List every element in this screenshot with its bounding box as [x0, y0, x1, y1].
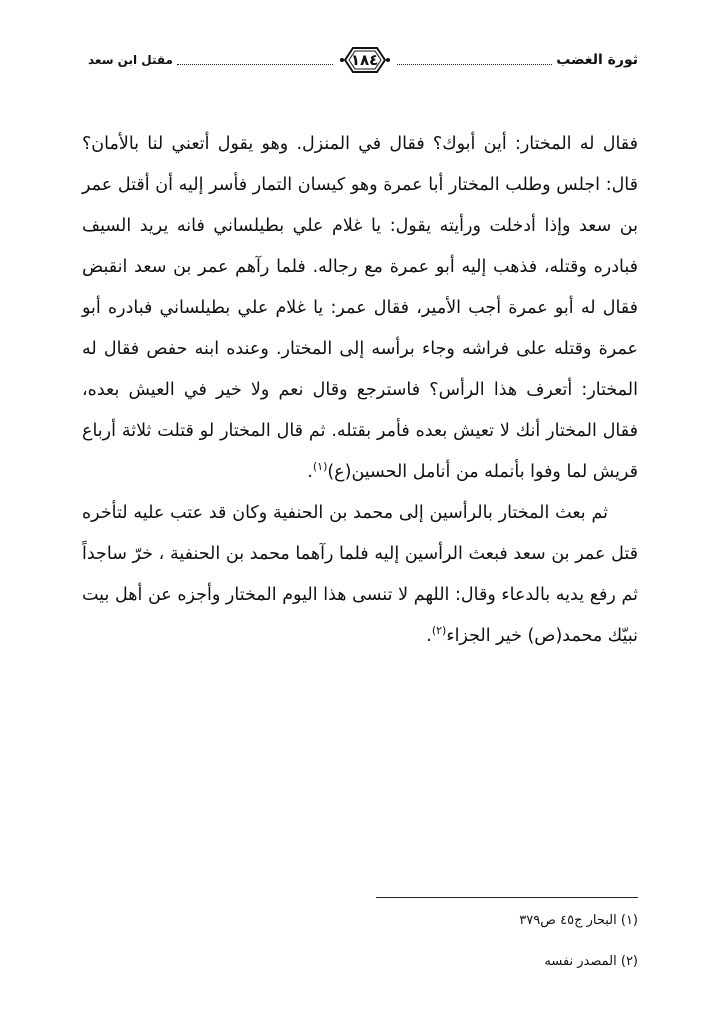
- page-number: ١٨٤: [350, 51, 379, 69]
- header-dotted-leader-left: [177, 64, 333, 65]
- paragraph: [82, 493, 638, 657]
- paragraph-text: فقال له المختار: أين أبوك؟ فقال في المنزل. وهو يقول أتعني لنا بالأمان؟ قال: اجلس وطلب المختار أبا عمرة وهو كيسان التمار فأسر إليه أن أقتل عمر بن سعد وإذا أدخلت ورأيته يقول: يا غلام علي بطيلساني فانه يريد السيف فبادره وقتله، فذهب إليه أبو عمرة مع رجاله. فلما رآهم عمر بن سعد انقبض فقال له أبو عمرة أجب الأمير، فقال عمر: يا غلام علي بطيلساني فبادره أبو عمرة وقتله على فراشه وجاء برأسه إلى المختار. وعنده ابنه حفص فقال له المختار: أتعرف هذا الرأس؟ فاسترجع وقال نعم ولا خير في العيش بعده، فقال المختار أنك لا تعيش بعده فأمر بقتله. ثم قال المختار لو قتلت ثلاثة أرباع قريش لما وفوا بأنمله من أنامل الحسين(ع): [82, 134, 638, 482]
- footnote: (١) البحار ج٤٥ ص٣٧٩: [519, 913, 638, 928]
- footnote-reference: (٢): [431, 624, 447, 638]
- footnote-separator: [376, 897, 638, 898]
- footnote: (٢) المصدر نفسه: [544, 954, 638, 969]
- book-title: ثورة الغضب: [556, 52, 638, 68]
- body-text: [82, 124, 638, 657]
- paragraph-text: ثم بعث المختار بالرأسين إلى محمد بن الحنفية وكان قد عتب عليه لتأخره قتل عمر بن سعد فبعث الرأسين إليه فلما رآهما محمد بن الحنفية ، خرّ ساجداً ثم رفع يديه بالدعاء وقال: اللهم لا تنسى هذا اليوم المختار وأجزه عن أهل بيت نبيّك محمد(ص) خير الجزاء: [82, 503, 638, 646]
- chapter-title: مقتل ابن سعد: [88, 53, 173, 67]
- footnote-reference: (١): [312, 460, 328, 474]
- footnotes: [376, 910, 638, 992]
- page-number-badge: [339, 43, 391, 77]
- header-dotted-leader-right: [397, 64, 553, 65]
- paragraph-end: .: [426, 626, 432, 646]
- paragraph-end: .: [307, 462, 313, 482]
- paragraph: [82, 124, 638, 493]
- running-header: [88, 40, 638, 80]
